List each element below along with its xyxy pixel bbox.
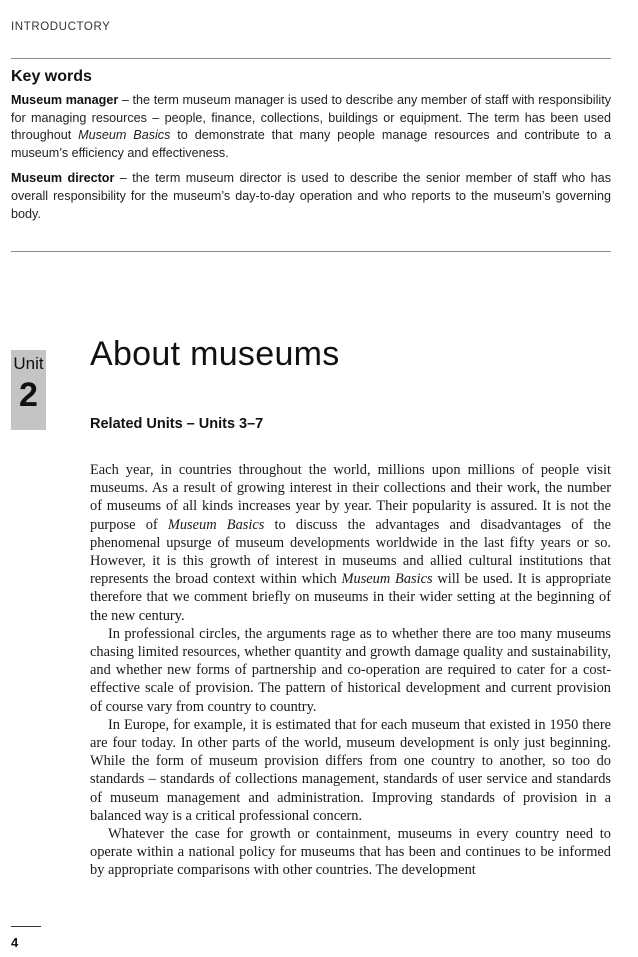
- unit-number: 2: [19, 376, 38, 414]
- keyword-definition-end: to demonstrate that many people manage resources and contribute to a museum’s efficiency and effectiveness.: [11, 128, 611, 160]
- keyword-entry-museum-director: [11, 170, 611, 223]
- unit-label: Unit: [13, 354, 44, 373]
- keyword-term: Museum manager: [11, 93, 119, 107]
- top-divider: [11, 58, 611, 59]
- paragraph-3: In Europe, for example, it is estimated that for each museum that existed in 1950 there are four today. In other parts of the world, museum development is only just beginning. While the form of museum provision differs from one country to another, so too do standards – standards of collections management, standards of user service and standards of museum management and administration. Improving standards of provision in a balanced way is a critical professional concern.: [90, 716, 611, 824]
- paragraph-text: Each year, in countries throughout the world, millions upon millions of people visit museums. As a result of growing interest in their collections and their work, the number of museums of all kinds increases year by year. Their popularity is assured. It is not the purpose of: [90, 462, 611, 533]
- body-text: [90, 461, 611, 880]
- running-head: INTRODUCTORY: [11, 21, 111, 33]
- keyword-entry-museum-manager: [11, 92, 611, 162]
- paragraph-4: Whatever the case for growth or containment, museums in every country need to operate within a national policy for museums that has been and continues to be informed by appropriate comparisons with other countries. The development: [90, 826, 611, 879]
- footer-rule: [11, 926, 41, 927]
- key-words-heading: Key words: [11, 68, 92, 85]
- related-units: Related Units – Units 3–7: [90, 416, 264, 432]
- keyword-definition: – the term museum director is used to describe the senior member of staff who has overall responsibility for the museum’s day-to-day operation and who reports to the museum’s governing body.: [11, 171, 611, 221]
- key-words-box: [11, 68, 611, 231]
- keyword-book-title: Museum Basics: [78, 128, 171, 143]
- page-number: 4: [11, 935, 19, 950]
- paragraph-text: to discuss the advantages and disadvantages of the phenomenal upsurge of museum developments worldwide in the last fifty years or so. However, it is this growth of interest in museums and allied cultural institutions that represents the broad context within which: [90, 516, 611, 588]
- book-title: Museum Basics: [167, 516, 265, 533]
- unit-title: About museums: [90, 335, 340, 373]
- bottom-divider: [11, 251, 611, 252]
- paragraph-2: In professional circles, the arguments rage as to whether there are too many museums chasing limited resources, whether quantity and growth damage quality and sustainability, and whether new forms of partnership and co-operation are required to cater for a cost-effective scale of provision. The pattern of historical development and current provision of course vary from country to country.: [90, 625, 611, 715]
- paragraph-text: will be used. It is appropriate therefore that we comment briefly on museums in their wider setting at the beginning of the new century.: [90, 571, 611, 624]
- unit-badge: [11, 350, 46, 430]
- paragraph-1: [90, 461, 611, 625]
- keyword-term: Museum director: [11, 171, 115, 186]
- book-title: Museum Basics: [341, 571, 433, 588]
- keyword-definition: – the term museum manager is used to describe any member of staff with responsibility for managing resources – people, finance, collections, buildings or equipment. The term has been used throughout: [11, 93, 611, 143]
